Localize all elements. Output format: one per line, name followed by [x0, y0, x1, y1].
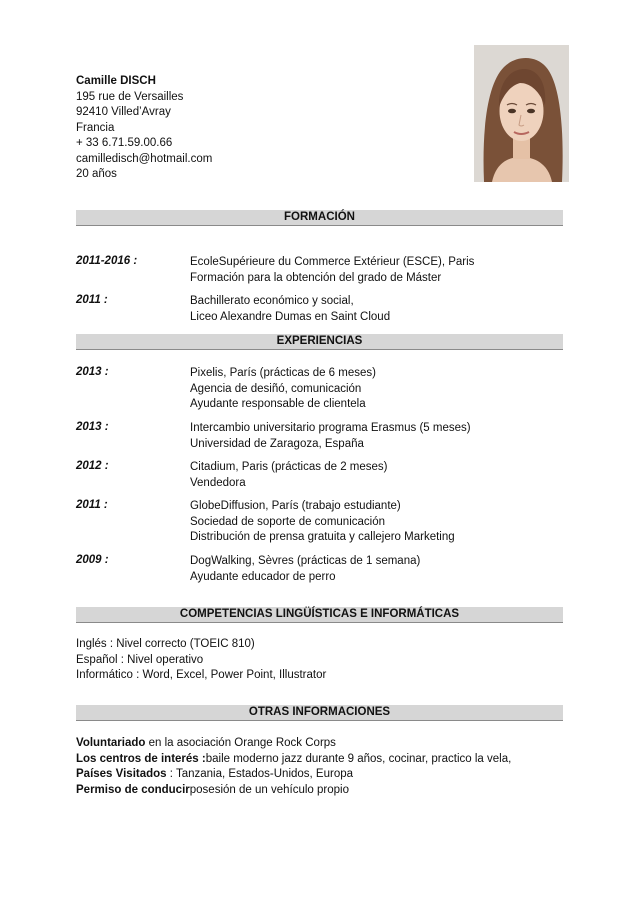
- interests-text: baile moderno jazz durante 9 años, cocinar, practico la vela,: [205, 752, 512, 765]
- entry-date: 2013 :: [76, 366, 109, 378]
- age: 20 años: [76, 168, 117, 180]
- interests-line: [76, 752, 511, 768]
- entry-line: Liceo Alexandre Dumas en Saint Cloud: [190, 310, 391, 323]
- portrait-illustration: [474, 45, 569, 182]
- entry-date: 2011-2016 :: [76, 255, 138, 267]
- skill-computer: Informático : Word, Excel, Power Point, Illustrator: [76, 669, 327, 681]
- section-header-experiencias: EXPERIENCIAS: [76, 334, 563, 350]
- entry-line: Intercambio universitario programa Erasmus (5 meses): [190, 422, 471, 434]
- candidate-name: Camille DISCH: [76, 75, 156, 87]
- entry-description: [190, 460, 387, 491]
- competencias-list: [76, 637, 326, 684]
- entry-line: Citadium, Paris (prácticas de 2 meses): [190, 461, 388, 473]
- address-line-1: 195 rue de Versailles: [76, 90, 184, 103]
- section-header-otras: OTRAS INFORMACIONES: [76, 705, 563, 721]
- entry-description: [190, 294, 390, 325]
- interests-label: Los centros de interés :: [76, 752, 206, 765]
- countries-label: Países Visitados: [76, 768, 167, 780]
- entry-line: Bachillerato económico y social,: [190, 295, 354, 307]
- entry-date: 2012 :: [76, 460, 109, 472]
- volunteering-label: Voluntariado: [76, 737, 146, 749]
- section-header-competencias: COMPETENCIAS LINGÜÍSTICAS E INFORMÁTICAS: [76, 607, 563, 623]
- skill-spanish: Español : Nivel operativo: [76, 653, 204, 666]
- entry-line: Pixelis, París (prácticas de 6 meses): [190, 367, 376, 379]
- country: Francia: [76, 121, 115, 134]
- countries-text: : Tanzania, Estados-Unidos, Europa: [166, 768, 354, 780]
- entry-description: [190, 255, 474, 286]
- entry-line: Universidad de Zaragoza, España: [190, 437, 364, 450]
- entry-description: [190, 554, 420, 585]
- contact-block: [76, 74, 212, 183]
- entry-line: Sociedad de soporte de comunicación: [190, 515, 385, 528]
- entry-line: Vendedora: [190, 476, 246, 489]
- entry-line: Distribución de prensa gratuita y callejero Marketing: [190, 531, 455, 543]
- otras-list: [76, 736, 511, 798]
- entry-description: [190, 421, 471, 452]
- entry-line: DogWalking, Sèvres (prácticas de 1 semana): [190, 555, 421, 567]
- volunteering-line: [76, 736, 511, 752]
- address-line-2: 92410 Villed’Avray: [76, 106, 171, 118]
- profile-photo: [474, 45, 569, 182]
- license-text: posesión de un vehículo propio: [189, 783, 349, 796]
- entry-line: GlobeDiffusion, París (trabajo estudiante): [190, 500, 401, 512]
- volunteering-text: en la asociación Orange Rock Corps: [145, 737, 336, 749]
- entry-description: [190, 366, 376, 413]
- entry-line: Agencia de desiñó, comunicación: [190, 382, 362, 395]
- entry-line: Ayudante educador de perro: [190, 570, 336, 583]
- entry-date: 2011 :: [76, 294, 108, 306]
- entry-line: EcoleSupérieure du Commerce Extérieur (ESCE), Paris: [190, 256, 475, 268]
- entry-date: 2011 :: [76, 499, 108, 511]
- license-line: [76, 783, 511, 799]
- entry-date: 2013 :: [76, 421, 109, 433]
- section-header-formacion: FORMACIÓN: [76, 210, 563, 226]
- phone: + 33 6.71.59.00.66: [76, 137, 173, 149]
- entry-date: 2009 :: [76, 554, 109, 566]
- entry-description: [190, 499, 455, 546]
- entry-line: Ayudante responsable de clientela: [190, 398, 366, 410]
- email: camilledisch@hotmail.com: [76, 152, 213, 165]
- countries-line: [76, 767, 511, 783]
- skill-english: Inglés : Nivel correcto (TOEIC 810): [76, 638, 255, 650]
- entry-line: Formación para la obtención del grado de Máster: [190, 271, 442, 284]
- license-label: Permiso de conducir: [76, 783, 190, 796]
